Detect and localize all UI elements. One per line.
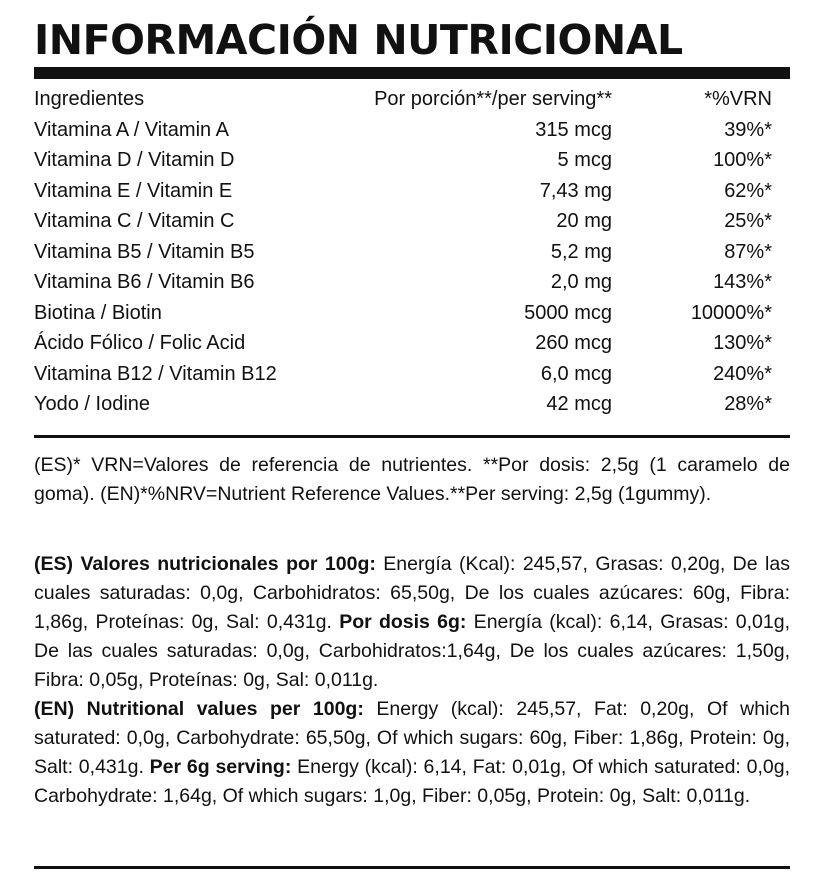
en-dose-text: Energy (kcal): 6,14, Fat: 0,01g, Of which saturated: 0,0g, Carbohydrate: 1,64g, Of which sugars: 1,0g, Fiber: 0,05g, Protein: 0g, Salt: 0,011g. xyxy=(34,756,791,807)
ingredient-name: Vitamina C / Vitamin C xyxy=(34,210,235,232)
table-row xyxy=(34,267,772,298)
en-100g-label: (EN) Nutritional values per 100g: xyxy=(34,698,364,720)
ingredient-amount: 5000 mcg xyxy=(524,301,612,324)
table-row xyxy=(34,389,772,420)
ingredient-amount: 260 mcg xyxy=(535,332,612,354)
top-rule xyxy=(34,67,790,79)
ingredient-amount: 315 mcg xyxy=(535,118,612,141)
es-100g-label: (ES) Valores nutricionales por 100g: xyxy=(34,553,376,575)
nutritional-values xyxy=(34,550,790,811)
ingredient-name: Vitamina D / Vitamin D xyxy=(34,149,235,171)
ingredient-amount: 5 mcg xyxy=(557,149,612,171)
ingredient-name: Yodo / Iodine xyxy=(34,393,151,415)
nutritional-values-en xyxy=(34,695,790,811)
table-header-row xyxy=(34,84,772,115)
ingredient-name: Vitamina E / Vitamin E xyxy=(34,179,233,202)
en-100g-text: Energy (kcal): 245,57, Fat: 0,20g, Of which saturated: 0,0g, Carbohydrate: 65,50g, Of which sugars: 60g, Fiber: 1,86g, Protein: 0g, Salt: 0,431g. xyxy=(34,698,790,778)
ingredient-vrn: 28%* xyxy=(724,393,772,415)
ingredient-amount: 2,0 mg xyxy=(550,271,612,293)
ingredient-vrn: 87%* xyxy=(724,240,772,263)
ingredient-vrn: 100%* xyxy=(713,149,772,171)
ingredient-name: Vitamina B6 / Vitamin B6 xyxy=(34,271,255,293)
header-amount: Por porción**/per serving** xyxy=(374,88,612,110)
en-dose-label: Per 6g serving: xyxy=(149,756,292,778)
table-row xyxy=(34,328,772,359)
table-row xyxy=(34,298,772,329)
nutritional-values-es xyxy=(34,550,790,695)
ingredient-name: Vitamina B12 / Vitamin B12 xyxy=(34,362,277,385)
ingredient-name: Ácido Fólico / Folic Acid xyxy=(34,332,246,354)
ingredient-vrn: 130%* xyxy=(713,332,772,354)
ingredient-vrn: 62%* xyxy=(724,179,772,202)
table-row xyxy=(34,176,772,207)
ingredient-amount: 7,43 mg xyxy=(539,179,612,202)
bottom-rule xyxy=(34,866,790,869)
table-row xyxy=(34,206,772,237)
header-vrn: *%VRN xyxy=(704,88,772,110)
ingredient-amount: 6,0 mcg xyxy=(540,362,612,385)
ingredient-vrn: 143%* xyxy=(713,271,772,293)
footnotes: (ES)* VRN=Valores de referencia de nutrientes. **Por dosis: 2,5g (1 caramelo de goma). (EN)*%NRV=Nutrient Reference Values.**Per serving: 2,5g (1gummy). xyxy=(34,454,790,505)
ingredient-amount: 20 mg xyxy=(556,210,612,232)
table-row xyxy=(34,145,772,176)
ingredient-name: Vitamina B5 / Vitamin B5 xyxy=(34,240,255,263)
ingredient-amount: 42 mcg xyxy=(546,393,612,415)
ingredient-vrn: 39%* xyxy=(724,118,772,141)
es-dose-label: Por dosis 6g: xyxy=(339,611,467,633)
es-100g-text: Energía (Kcal): 245,57, Grasas: 0,20g, De las cuales saturadas: 0,0g, Carbohidratos: 65,50g, De los cuales azúcares: 60g, Fibra: 1,86g, Proteínas: 0g, Sal: 0,431g. xyxy=(34,553,790,633)
ingredient-vrn: 10000%* xyxy=(690,301,772,324)
ingredient-name: Vitamina A / Vitamin A xyxy=(34,118,229,141)
ingredient-vrn: 25%* xyxy=(724,210,772,232)
header-ingredient: Ingredientes xyxy=(34,88,145,110)
table-row xyxy=(34,237,772,268)
middle-rule xyxy=(34,435,790,438)
nutrition-table xyxy=(34,84,772,420)
table-row xyxy=(34,359,772,390)
table-row xyxy=(34,115,772,146)
es-dose-text: Energía (kcal): 6,14, Grasas: 0,01g, De las cuales saturadas: 0,0g, Carbohidratos:1,64g, De los cuales azúcares: 1,50g, Fibra: 0,05g, Proteínas: 0g, Sal: 0,011g. xyxy=(34,611,790,691)
page-title: INFORMACIÓN NUTRICIONAL xyxy=(34,16,683,64)
ingredient-vrn: 240%* xyxy=(713,362,772,385)
ingredient-name: Biotina / Biotin xyxy=(34,301,162,324)
ingredient-amount: 5,2 mg xyxy=(550,240,612,263)
